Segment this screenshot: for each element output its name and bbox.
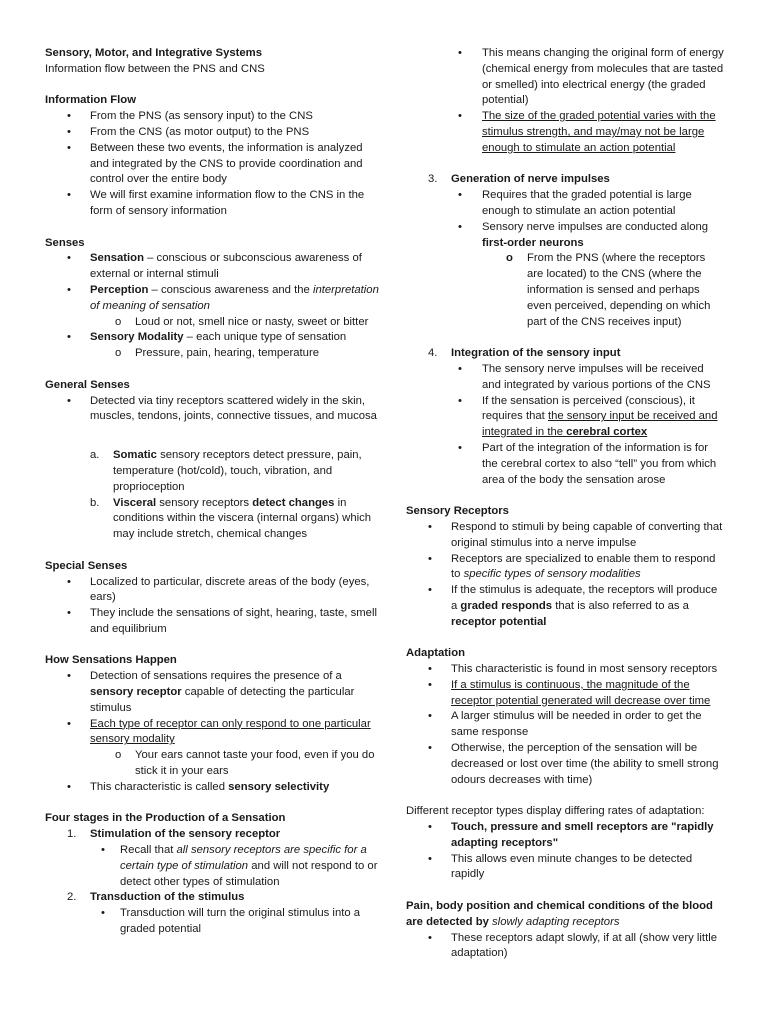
stage-2-title: 2. Transduction of the stimulus <box>67 891 245 904</box>
left-column <box>45 46 380 938</box>
stage-3-title: 3. Generation of nerve impulses <box>428 173 610 186</box>
info-flow-item: • From the CNS (as motor output) to the PNS <box>67 125 310 138</box>
stage-4-item: • Part of the integration of the information is for the cerebral cortex to also “tell” you from which area of the body the sensation arose <box>458 441 717 486</box>
transduction-continued-item: • This means changing the original form of energy (chemical energy from molecules that are tasted or smelled) into electrical energy (the graded potential) <box>458 47 724 107</box>
stage-3-item: • Sensory nerve impulses are conducted along first-order neurons <box>458 220 709 249</box>
slow-adapting-item: • These receptors adapt slowly, if at all (show very little adaptation) <box>428 931 718 960</box>
how-item: • Each type of receptor can only respond to one particular sensory modality <box>67 717 371 746</box>
senses-heading: Senses <box>45 236 85 249</box>
four-stages-heading: Four stages in the Production of a Sensation <box>45 812 286 825</box>
adaptation-rates-intro: Different receptor types display differing rates of adaptation: <box>406 805 705 818</box>
adaptation-item: • This characteristic is found in most sensory receptors <box>428 663 718 676</box>
stage-4-item: • The sensory nerve impulses will be received and integrated by various portions of the CNS <box>458 362 711 391</box>
stage-3-item: • Requires that the graded potential is large enough to stimulate an action potential <box>458 189 692 217</box>
how-subitem: o Your ears cannot taste your food, even if you do stick it in your ears <box>115 749 375 778</box>
stage-3-subitem: o From the PNS (where the receptors are located) to the CNS (where the information is sensed and perhaps even perceived, depending on which part of the CNS receives input) <box>506 252 711 328</box>
stage-4-item: • If the sensation is perceived (conscious), it requires that the sensory input be received and integrated in the cerebral cortex <box>458 394 718 439</box>
info-flow-item: • From the PNS (as sensory input) to the CNS <box>67 110 313 123</box>
perception-subitem: o Loud or not, smell nice or nasty, sweet or bitter <box>115 315 369 328</box>
special-senses-item: • Localized to particular, discrete areas of the body (eyes, ears) <box>67 575 370 604</box>
general-senses-heading: General Senses <box>45 378 130 391</box>
stage-1-item: • Recall that all sensory receptors are specific for a certain type of stimulation and will not respond to or detect other types of stimulation <box>101 844 378 888</box>
info-flow-item: • We will first examine information flow to the CNS in the form of sensory information <box>67 189 365 217</box>
rates-item: • Touch, pressure and smell receptors are "rapidly adapting receptors" <box>428 821 714 849</box>
info-flow-item: • Between these two events, the information is analyzed and integrated by the CNS to provide coordination and control over the entire body <box>67 141 363 186</box>
modality-subitem: o Pressure, pain, hearing, temperature <box>115 347 319 360</box>
rates-item: • This allows even minute changes to be detected rapidly <box>428 852 693 881</box>
how-item: • This characteristic is called sensory selectivity <box>67 780 330 793</box>
special-senses-item: • They include the sensations of sight, hearing, taste, smell and equilibrium <box>67 607 377 635</box>
right-column <box>406 46 724 962</box>
adaptation-item: • If a stimulus is continuous, the magnitude of the receptor potential generated will decrease over time <box>428 678 711 707</box>
general-senses-item: • Detected via tiny receptors scattered widely in the skin, muscles, tendons, joints, connective tissues, and mucosa <box>67 394 377 423</box>
how-item: • Detection of sensations requires the presence of a sensory receptor capable of detecting the particular stimulus <box>67 670 355 714</box>
sensation-item: • Sensation – conscious or subconscious awareness of external or internal stimuli <box>67 252 362 281</box>
adaptation-item: • A larger stimulus will be needed in order to get the same response <box>428 710 702 739</box>
receptors-item: • If the stimulus is adequate, the receptors will produce a graded responds that is also referred to as a receptor potential <box>428 584 718 628</box>
stage-4-title: 4. Integration of the sensory input <box>428 347 621 360</box>
document-title: Sensory, Motor, and Integrative Systems <box>45 47 263 59</box>
somatic-item: a. Somatic sensory receptors detect pressure, pain, temperature (hot/cold), touch, vibration, and proprioception <box>90 449 362 493</box>
slow-adapting-heading: Pain, body position and chemical conditions of the blood are detected by slowly adapting receptors <box>406 900 713 928</box>
modality-item: • Sensory Modality – each unique type of sensation <box>67 331 347 344</box>
perception-item: • Perception – conscious awareness and the interpretation of meaning of sensation <box>67 283 379 312</box>
special-senses-heading: Special Senses <box>45 559 128 572</box>
stage-2-item: • Transduction will turn the original stimulus into a graded potential <box>101 907 361 936</box>
adaptation-heading: Adaptation <box>406 647 465 660</box>
transduction-continued-item: • The size of the graded potential varies with the stimulus strength, and may/may not be large enough to stimulate an action potential <box>458 110 716 154</box>
info-flow-heading: Information Flow <box>45 94 136 107</box>
stage-1-title: 1. Stimulation of the sensory receptor <box>67 828 281 841</box>
adaptation-item: • Otherwise, the perception of the sensation will be decreased or lost over time (the ability to smell strong odours decreases with time) <box>428 742 719 786</box>
receptors-item: • Receptors are specialized to enable them to respond to specific types of sensory modalities <box>428 552 716 581</box>
visceral-item: b. Visceral sensory receptors detect changes in conditions within the viscera (internal organs) which may include stretch, chemical changes <box>90 496 372 541</box>
document-subtitle: Information flow between the PNS and CNS <box>45 62 265 75</box>
receptors-item: • Respond to stimuli by being capable of converting that original stimulus into a nerve impulse <box>428 520 723 549</box>
sensory-receptors-heading: Sensory Receptors <box>406 505 509 518</box>
how-sensations-heading: How Sensations Happen <box>45 654 177 667</box>
